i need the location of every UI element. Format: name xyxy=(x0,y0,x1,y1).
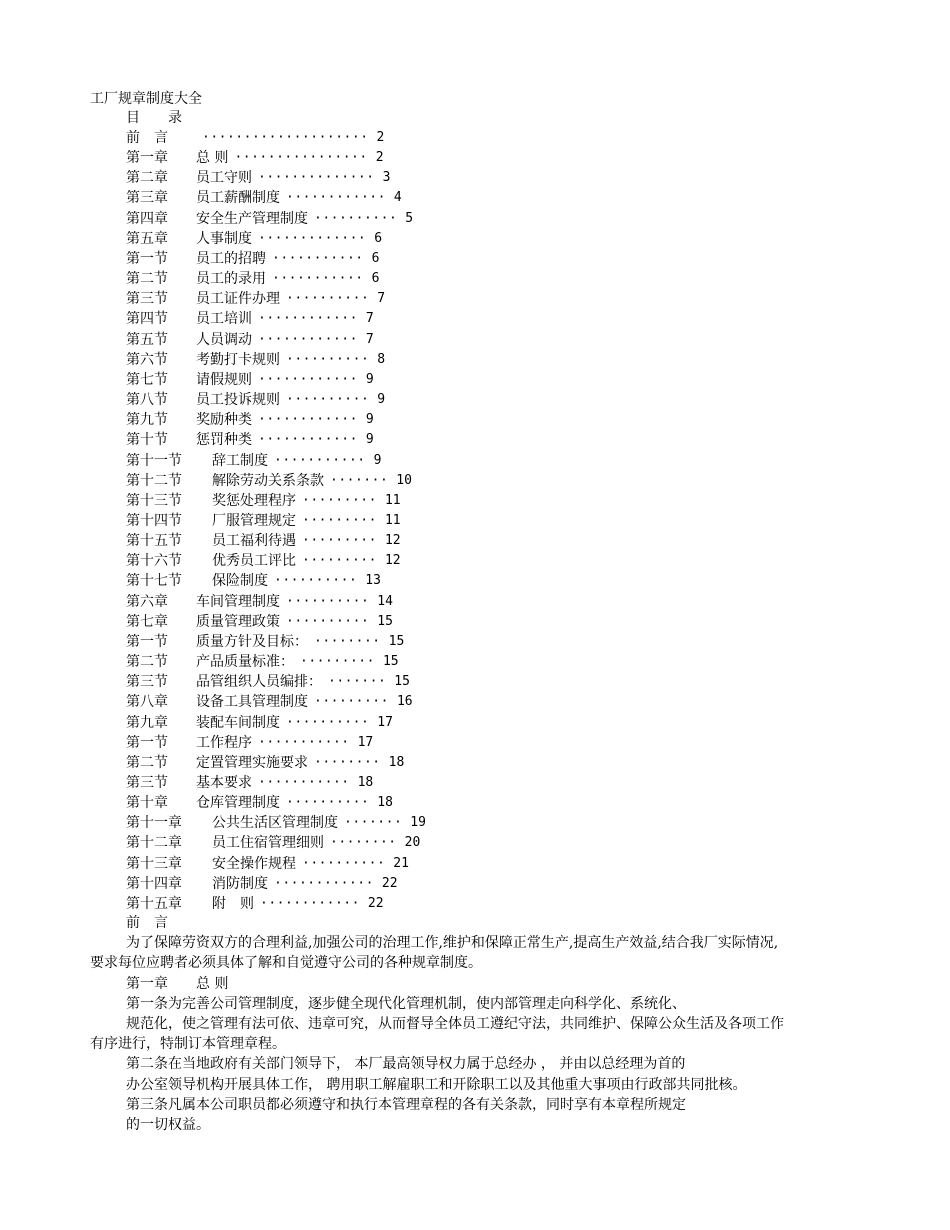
toc-entry xyxy=(126,531,726,551)
body-line: 前 言 xyxy=(126,915,168,931)
toc-entry-number: 第十五章 xyxy=(126,895,182,912)
toc-leader-dots: ·········· xyxy=(286,291,370,307)
toc-leader-dots: ··········· xyxy=(272,250,364,266)
toc-entry-number: 第一节 xyxy=(126,633,168,650)
toc-entry xyxy=(126,289,726,309)
toc-entry-number: 第三章 xyxy=(126,190,168,207)
toc-entry-number: 第二节 xyxy=(126,271,168,288)
toc-entry-number: 第十四章 xyxy=(126,875,182,892)
toc-entry xyxy=(126,148,726,168)
body-line: 为了保障劳资双方的合理利益,加强公司的治理工作,维护和保障正常生产,提高生产效益,结合我厂实际情况, xyxy=(126,935,779,952)
toc-entry-title: 设备工具管理制度 xyxy=(196,694,308,711)
toc-entry-number: 第九节 xyxy=(126,412,168,429)
toc-entry xyxy=(126,309,726,329)
toc-leader-dots: ·········· xyxy=(286,795,370,811)
toc-entry-page: 9 xyxy=(365,412,374,428)
toc-entry xyxy=(126,390,726,410)
toc-entry-title: 员工福利待遇 xyxy=(212,533,296,550)
body-line: 有序进行，特制订本管理章程。 xyxy=(90,1036,286,1053)
toc-entry-page: 17 xyxy=(377,714,393,730)
toc-leader-dots: ···················· xyxy=(202,130,369,145)
toc-entry-number: 第三节 xyxy=(126,291,168,308)
toc-entry-title: 质量管理政策 xyxy=(196,613,280,630)
toc-entry-title: 产品质量标准： xyxy=(196,654,294,671)
toc-entry-title: 员工住宿管理细则 xyxy=(212,835,324,852)
toc-leader-dots: ········· xyxy=(302,533,377,549)
toc-leader-dots: ·············· xyxy=(258,170,375,186)
toc-entry-page: 9 xyxy=(373,452,382,468)
toc-entry-title: 基本要求 xyxy=(196,775,252,791)
toc-list xyxy=(126,128,726,914)
toc-entry-page: 3 xyxy=(382,170,391,186)
toc-entry xyxy=(126,511,726,531)
toc-entry xyxy=(126,471,726,491)
toc-entry-title: 人事制度 xyxy=(196,230,252,247)
toc-entry xyxy=(126,330,726,350)
toc-entry-page: 6 xyxy=(371,250,380,266)
toc-entry-page: 9 xyxy=(365,371,374,387)
toc-entry-number: 第十二章 xyxy=(126,835,182,852)
toc-leader-dots: ················ xyxy=(234,150,368,166)
toc-entry xyxy=(126,833,726,853)
toc-leader-dots: ············· xyxy=(258,230,367,246)
document-body xyxy=(90,913,890,1135)
toc-entry xyxy=(126,793,726,813)
toc-entry-number: 第四章 xyxy=(126,210,168,227)
toc-leader-dots: ··········· xyxy=(272,271,364,287)
toc-entry-page: 19 xyxy=(410,815,426,831)
toc-entry-number: 第五节 xyxy=(126,331,168,348)
toc-entry-number: 第一节 xyxy=(126,250,168,267)
toc-entry-number: 第六章 xyxy=(126,593,168,610)
toc-entry xyxy=(126,551,726,571)
toc-entry-page: 6 xyxy=(374,230,383,246)
toc-entry xyxy=(126,430,726,450)
toc-entry-number: 第七节 xyxy=(126,371,168,388)
toc-leader-dots: ········· xyxy=(302,512,377,528)
toc-entry xyxy=(126,753,726,773)
toc-entry-number: 第八节 xyxy=(126,392,168,409)
toc-entry-number: 前 言 xyxy=(126,130,168,146)
toc-entry-number: 第一章 xyxy=(126,150,168,167)
toc-entry-number: 第十一章 xyxy=(126,815,182,832)
toc-entry-page: 18 xyxy=(357,775,374,790)
toc-entry-page: 14 xyxy=(377,593,393,609)
toc-entry-page: 22 xyxy=(381,875,398,891)
toc-entry xyxy=(126,350,726,370)
toc-entry-number: 第二章 xyxy=(126,170,168,187)
toc-entry xyxy=(126,491,726,511)
toc-entry-title: 车间管理制度 xyxy=(196,593,280,610)
toc-entry-number: 第二节 xyxy=(126,754,168,771)
toc-entry-title: 考勤打卡规则 xyxy=(196,351,280,368)
toc-leader-dots: ·········· xyxy=(286,593,370,609)
toc-leader-dots: ·········· xyxy=(286,613,370,629)
toc-leader-dots: ············ xyxy=(258,331,358,347)
toc-leader-dots: ········· xyxy=(314,694,389,710)
toc-entry xyxy=(126,672,726,692)
toc-entry-number: 第一节 xyxy=(126,734,168,751)
toc-entry xyxy=(126,249,726,269)
toc-entry-number: 第十二节 xyxy=(126,472,182,489)
toc-entry xyxy=(126,410,726,430)
toc-entry xyxy=(126,813,726,833)
toc-entry-number: 第十三节 xyxy=(126,492,182,509)
toc-entry-title: 员工的招聘 xyxy=(196,250,266,267)
toc-leader-dots: ··········· xyxy=(258,734,350,750)
toc-entry xyxy=(126,269,726,289)
toc-entry xyxy=(126,128,726,148)
toc-leader-dots: ············ xyxy=(286,190,386,206)
toc-leader-dots: ·········· xyxy=(286,392,370,408)
toc-entry-page: 2 xyxy=(376,130,385,145)
toc-entry-title: 品管组织人员编排： xyxy=(196,674,322,691)
toc-entry xyxy=(126,733,726,753)
toc-entry-title: 定置管理实施要求 xyxy=(196,754,308,771)
toc-entry-title: 员工培训 xyxy=(196,311,252,328)
toc-leader-dots: ··········· xyxy=(274,452,366,468)
toc-leader-dots: ········ xyxy=(330,835,397,851)
toc-leader-dots: ·········· xyxy=(274,573,358,589)
toc-entry-number: 第十一节 xyxy=(126,452,182,469)
toc-entry-page: 6 xyxy=(371,271,380,287)
body-line: 规范化，使之管理有法可依、违章可究，从而督导全体员工遵纪守法，共同维护、保障公众生活及各项工作 xyxy=(126,1016,784,1033)
toc-leader-dots: ············ xyxy=(258,432,358,448)
toc-entry-title: 人员调动 xyxy=(196,331,252,348)
toc-entry-title: 仓库管理制度 xyxy=(196,795,280,812)
toc-entry-page: 7 xyxy=(365,331,374,347)
toc-leader-dots: ············ xyxy=(258,412,358,428)
toc-entry xyxy=(126,188,726,208)
toc-leader-dots: ············ xyxy=(274,875,374,891)
toc-entry-page: 10 xyxy=(396,472,412,488)
toc-entry-title: 消防制度 xyxy=(212,875,268,892)
toc-heading: 目 录 xyxy=(126,110,182,126)
toc-entry-title: 附 则 xyxy=(212,895,254,912)
toc-leader-dots: ······· xyxy=(328,674,387,690)
toc-entry-title: 奖惩处理程序 xyxy=(212,492,296,509)
toc-entry xyxy=(126,894,726,914)
toc-entry-title: 优秀员工评比 xyxy=(212,553,296,570)
toc-entry-page: 21 xyxy=(393,855,409,871)
toc-leader-dots: ············ xyxy=(258,311,358,327)
toc-entry-number: 第六节 xyxy=(126,351,168,368)
toc-leader-dots: ··········· xyxy=(258,775,350,790)
toc-entry-number: 第八章 xyxy=(126,694,168,711)
toc-leader-dots: ·········· xyxy=(286,351,370,367)
toc-leader-dots: ············ xyxy=(260,895,360,911)
toc-entry-number: 第二节 xyxy=(126,654,168,671)
toc-entry xyxy=(126,692,726,712)
toc-entry-title: 员工薪酬制度 xyxy=(196,190,280,207)
toc-entry-number: 第十四节 xyxy=(126,512,182,529)
toc-entry-page: 12 xyxy=(384,533,401,549)
toc-leader-dots: ········ xyxy=(314,754,381,770)
toc-entry-title: 惩罚种类 xyxy=(196,432,252,449)
toc-leader-dots: ········· xyxy=(300,654,375,670)
toc-entry-number: 第十五节 xyxy=(126,533,182,550)
toc-entry-title: 工作程序 xyxy=(196,734,252,751)
toc-entry-title: 装配车间制度 xyxy=(196,714,280,731)
toc-entry xyxy=(126,612,726,632)
toc-entry xyxy=(126,571,726,591)
toc-entry xyxy=(126,874,726,894)
toc-entry-title: 辞工制度 xyxy=(212,452,268,469)
body-line: 要求每位应聘者必须具体了解和自觉遵守公司的各种规章制度。 xyxy=(90,955,482,972)
toc-entry xyxy=(126,592,726,612)
toc-entry-page: 9 xyxy=(365,432,374,448)
body-line: 办公室领导机构开展具体工作， 聘用职工解雇职工和开除职工以及其他重大事项由行政部共同批核。 xyxy=(126,1076,747,1093)
toc-entry xyxy=(126,168,726,188)
toc-leader-dots: ········· xyxy=(302,492,377,508)
toc-entry-number: 第十三章 xyxy=(126,855,182,872)
body-line: 第二条在当地政府有关部门领导下， 本厂最高领导权力属于总经办 ， 并由以总经理为首的 xyxy=(126,1056,686,1073)
toc-entry-number: 第七章 xyxy=(126,613,168,630)
toc-entry-page: 18 xyxy=(388,754,405,770)
body-line: 第三条凡属本公司职员都必须遵守和执行本管理章程的各有关条款，同时享有本章程所规定 xyxy=(126,1096,686,1113)
document-title: 工厂规章制度大全 xyxy=(90,91,202,107)
toc-entry-page: 5 xyxy=(405,210,414,226)
toc-entry-page: 15 xyxy=(388,633,405,649)
toc-entry-title: 请假规则 xyxy=(196,371,252,388)
toc-entry-page: 15 xyxy=(382,654,399,670)
toc-entry xyxy=(126,451,726,471)
toc-entry-number: 第五章 xyxy=(126,230,168,247)
toc-leader-dots: ········· xyxy=(302,553,377,569)
body-line: 第一章 总 则 xyxy=(126,975,229,992)
toc-entry-page: 9 xyxy=(377,392,386,408)
body-line: 的一切权益。 xyxy=(126,1117,210,1134)
toc-entry-title: 安全生产管理制度 xyxy=(196,210,308,227)
toc-entry-number: 第三节 xyxy=(126,775,168,791)
toc-leader-dots: ············ xyxy=(258,371,358,387)
toc-entry-page: 15 xyxy=(394,674,410,690)
toc-entry xyxy=(126,773,726,793)
toc-entry-title: 厂服管理规定 xyxy=(212,512,296,529)
toc-entry-title: 员工投诉规则 xyxy=(196,392,280,409)
toc-entry-number: 第三节 xyxy=(126,674,168,691)
toc-entry-title: 安全操作规程 xyxy=(212,855,296,872)
toc-entry-number: 第十七节 xyxy=(126,573,182,590)
toc-entry-page: 11 xyxy=(384,512,401,528)
toc-entry-page: 7 xyxy=(365,311,374,327)
toc-entry-page: 17 xyxy=(357,734,374,750)
toc-leader-dots: ·········· xyxy=(302,855,386,871)
toc-entry xyxy=(126,632,726,652)
toc-entry-title: 员工证件办理 xyxy=(196,291,280,308)
toc-leader-dots: ·········· xyxy=(314,210,398,226)
toc-entry-page: 11 xyxy=(384,492,401,508)
toc-entry-number: 第十节 xyxy=(126,432,168,449)
toc-entry-title: 总 则 xyxy=(196,150,229,167)
toc-entry-number: 第九章 xyxy=(126,714,168,731)
toc-leader-dots: ·········· xyxy=(286,714,370,730)
toc-entry-page: 12 xyxy=(384,553,401,569)
toc-entry xyxy=(126,370,726,390)
toc-entry-number: 第四节 xyxy=(126,311,168,328)
toc-entry-number: 第十六节 xyxy=(126,553,182,570)
toc-entry-page: 4 xyxy=(393,190,402,206)
toc-entry-page: 8 xyxy=(377,351,386,367)
toc-entry xyxy=(126,854,726,874)
toc-entry-title: 解除劳动关系条款 xyxy=(212,472,324,489)
toc-leader-dots: ········ xyxy=(314,633,381,649)
toc-entry-title: 奖励种类 xyxy=(196,412,252,429)
toc-leader-dots: ······· xyxy=(344,815,403,831)
toc-entry-number: 第十章 xyxy=(126,795,168,812)
toc-entry xyxy=(126,652,726,672)
toc-entry-title: 公共生活区管理制度 xyxy=(212,815,338,832)
toc-entry-title: 员工的录用 xyxy=(196,271,266,288)
toc-entry-page: 22 xyxy=(367,895,384,911)
toc-entry-page: 20 xyxy=(404,835,421,851)
toc-entry-title: 保险制度 xyxy=(212,573,268,590)
toc-entry-title: 质量方针及目标： xyxy=(196,633,308,650)
toc-entry-page: 7 xyxy=(377,291,386,307)
toc-entry-page: 18 xyxy=(377,795,393,811)
toc-entry-page: 13 xyxy=(365,573,381,589)
table-of-contents xyxy=(126,108,726,914)
toc-entry xyxy=(126,713,726,733)
toc-entry-page: 15 xyxy=(377,613,393,629)
toc-entry-page: 16 xyxy=(396,694,413,710)
toc-leader-dots: ······· xyxy=(330,472,389,488)
toc-entry xyxy=(126,229,726,249)
body-line: 第一条为完善公司管理制度，逐步健全现代化管理机制，使内部管理走向科学化、系统化、 xyxy=(126,995,686,1012)
toc-entry-title: 员工守则 xyxy=(196,170,252,187)
toc-entry xyxy=(126,209,726,229)
toc-entry-page: 2 xyxy=(375,150,384,166)
